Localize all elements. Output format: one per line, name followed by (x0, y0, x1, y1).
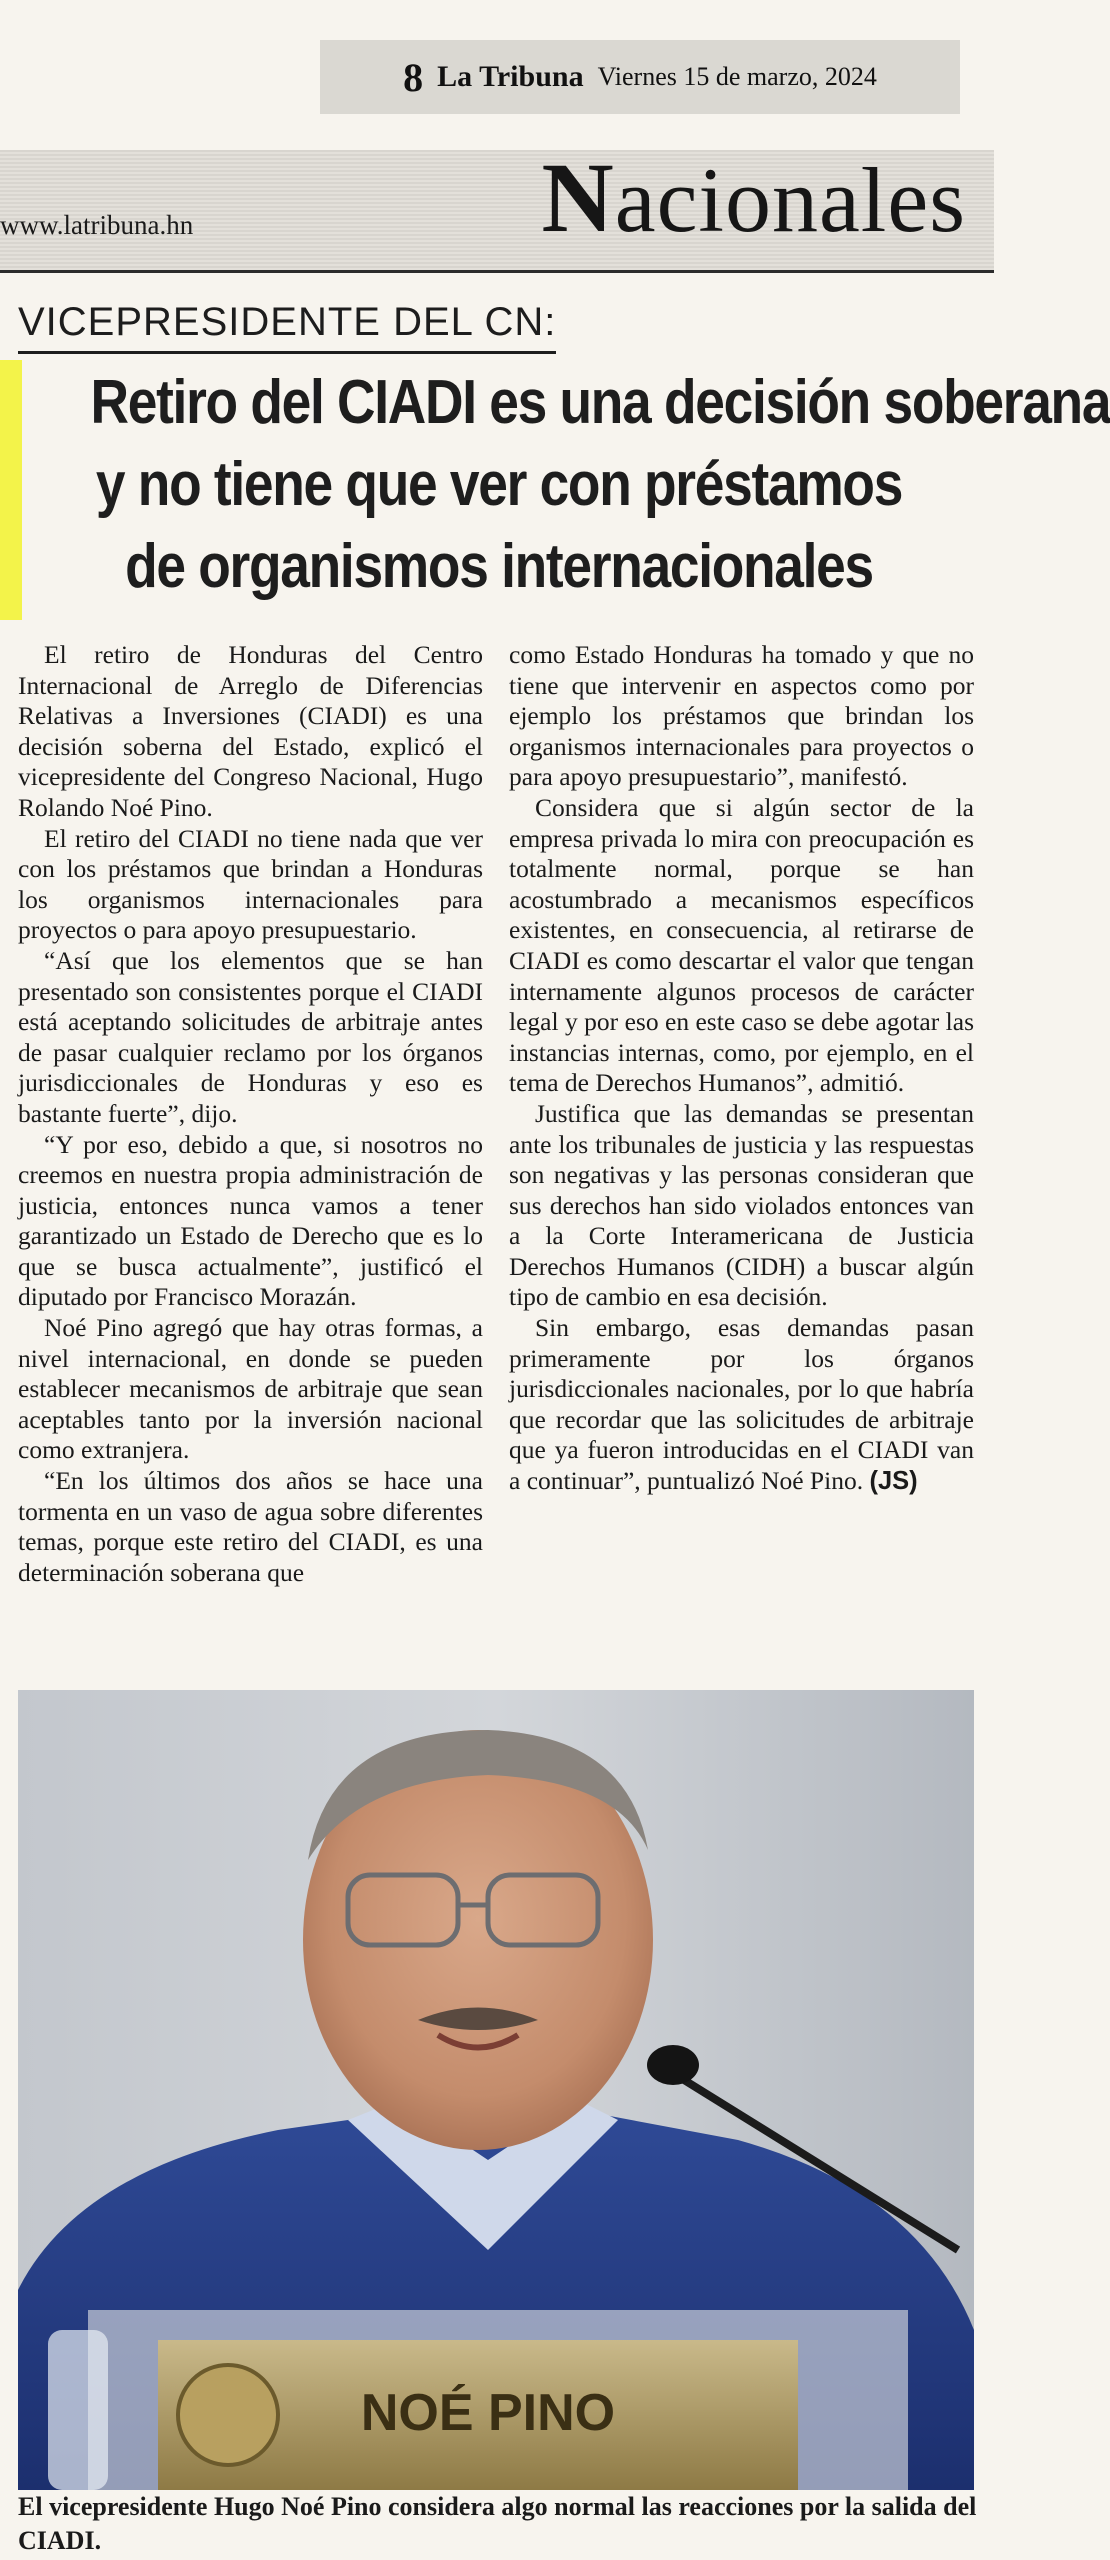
paragraph: “Así que los elementos que se han presentado son consistentes porque el CIADI está aceptando solicitudes de arbitraje antes de pasar cualquier reclamo por los órganos jurisdiccionales de Honduras y eso es bastante fuerte”, dijo. (18, 945, 483, 1128)
water-bottle (48, 2330, 108, 2490)
photo-caption: El vicepresidente Hugo Noé Pino considera algo normal las reacciones por la salida del CIADI. (18, 2492, 977, 2555)
paragraph: Noé Pino agregó que hay otras formas, a nivel internacional, en donde se pueden establecer mecanismos de arbitraje que sean aceptables tanto por la inversión nacional como extranjera. (18, 1313, 483, 1465)
paragraph: como Estado Honduras ha tomado y que no tiene que intervenir en aspectos como por ejemplo los préstamos que brindan los organismos internacionales para proyectos o para apoyo presupuestario”, manifestó. (509, 640, 974, 792)
website-url: www.latribuna.hn (0, 210, 194, 240)
paragraph: Justifica que las demandas se presentan ante los tribunales de justicia y las respuestas son negativas y las personas consideran que sus derechos han sido violados entonces van a la Corte Interamericana de Justicia Derechos Humanos (CIDH) a buscar algún tipo de cambio en esa decisión. (509, 1098, 974, 1312)
emblem-seal (178, 2365, 278, 2465)
article-column-left (18, 640, 483, 1680)
headline-line: Retiro del CIADI es una decisión soberana (90, 368, 1110, 437)
nameplate-text: NOÉ PINO (360, 2384, 616, 2442)
page-header-strip (320, 40, 960, 114)
paragraph-last (509, 1313, 974, 1497)
news-photo (18, 1690, 974, 2490)
paragraph-text: Sin embargo, esas demandas pasan primeramente por los órganos jurisdiccionales nacionales, por lo que habría que recordar que las solicitudes de arbitraje que ya fueron introducidas en el CIADI van a continuar”, puntualizó Noé Pino. (509, 1313, 974, 1496)
headline-line: y no tiene que ver con préstamos (95, 450, 903, 519)
article-body (18, 640, 974, 1680)
article-column-right (509, 640, 974, 1680)
article-kicker: VICEPRESIDENTE DEL CN: (18, 300, 556, 354)
author-initials: (JS) (869, 1467, 918, 1496)
section-divider (0, 270, 994, 273)
paper-name: La Tribuna (437, 60, 584, 93)
marker-highlight (0, 360, 22, 620)
article-headline (90, 362, 1110, 608)
section-title-initial: N (541, 142, 615, 253)
paragraph: Considera que si algún sector de la empresa privada lo mira con preocupación es totalmente normal, porque se han acostumbrado a mecanismos específicos existentes, en consecuencia, al retirarse de CIADI es como descartar el valor que tengan internamente algunos procesos de carácter legal y por eso en este caso se debe agotar las instancias internas, como, por ejemplo, en el tema de Derechos Humanos”, admitió. (509, 792, 974, 1098)
paragraph: El retiro de Honduras del Centro Internacional de Arreglo de Diferencias Relativas a Inversiones (CIADI) es una decisión soberna del Estado, explicó el vicepresidente del Congreso Nacional, Hugo Rolando Noé Pino. (18, 640, 483, 822)
section-title-rest: acionales (614, 149, 966, 251)
issue-date: Viernes 15 de marzo, 2024 (597, 62, 877, 91)
photo-illustration (18, 1690, 974, 2490)
page-number: 8 (403, 54, 424, 100)
paragraph: “En los últimos dos años se hace una tormenta en un vaso de agua sobre diferentes temas, porque este retiro del CIADI, es una determinación soberana que (18, 1466, 483, 1587)
paragraph: “Y por eso, debido a que, si nosotros no creemos en nuestra propia administración de justicia, entonces nunca vamos a tener garantizado un Estado de Derecho que es lo que se busca actualmente”, justificó el diputado por Francisco Morazán. (18, 1129, 483, 1312)
headline-line: de organismos internacionales (125, 532, 873, 601)
microphone-head (647, 2045, 699, 2085)
section-title (542, 140, 966, 255)
paragraph: El retiro del CIADI no tiene nada que ver con los préstamos que brindan a Honduras los organismos internacionales para proyectos o para apoyo presupuestario. (18, 823, 483, 945)
